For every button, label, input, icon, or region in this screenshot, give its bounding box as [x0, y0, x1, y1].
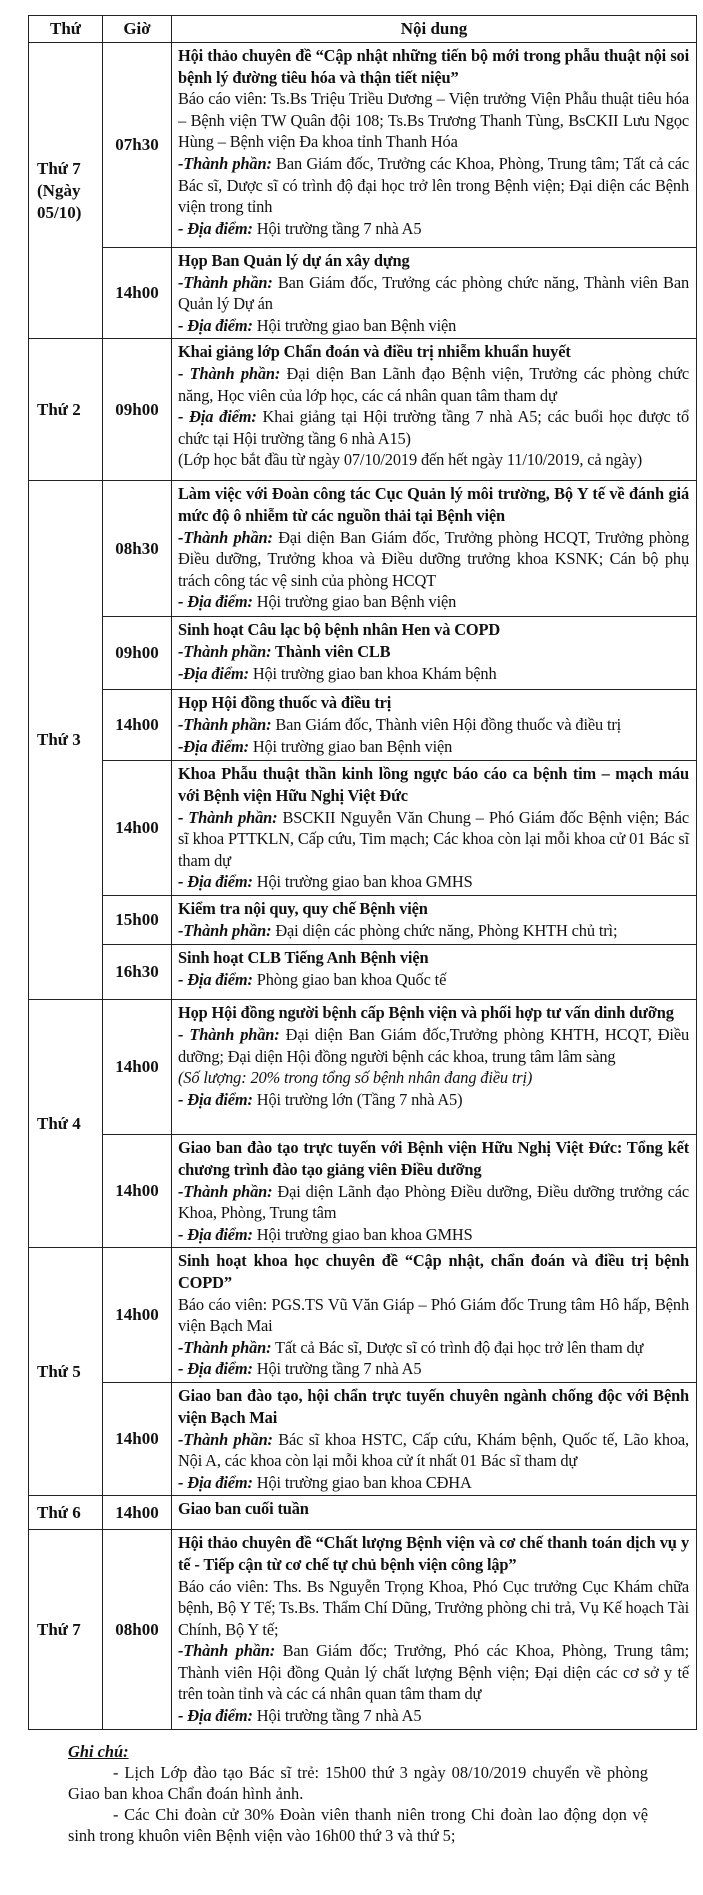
detail-text: Bác sĩ khoa HSTC, Cấp cứu, Khám bệnh, Quốc tế, Lão khoa, Nội A, các khoa còn lại mỗi khoa cử ít nhất 01 Bác sĩ tham dự — [178, 1429, 690, 1471]
detail-text: Hội trường giao ban Bệnh viện — [252, 592, 457, 612]
event-title: Hội thảo chuyên đề “Cập nhật những tiến bộ mới trong phẫu thuật nội soi bệnh lý đường tiêu hóa và thận tiết niệu” — [178, 46, 689, 87]
table-header-row — [29, 16, 697, 43]
content-cell — [172, 1530, 697, 1730]
event-detail-line — [178, 641, 689, 663]
event-title: Khai giảng lớp Chẩn đoán và điều trị nhiễm khuẩn huyết — [178, 342, 571, 362]
day-cell: Thứ 7 — [29, 1530, 103, 1730]
day-cell: Thứ 6 — [29, 1496, 103, 1530]
event-title: Hội thảo chuyên đề “Chất lượng Bệnh viện và cơ chế thanh toán dịch vụ y tế - Tiếp cận từ cơ chế tự chủ bệnh viện công lập” — [178, 1533, 689, 1574]
detail-label: -Thành phần: — [178, 1181, 273, 1201]
event-detail-line — [178, 1429, 689, 1472]
detail-text: Đại diện Lãnh đạo Phòng Điều dưỡng, Điều dưỡng trưởng các Khoa, Phòng, Trung tâm — [178, 1181, 690, 1223]
day-cell: Thứ 3 — [29, 481, 103, 1000]
detail-label: -Thành phần: — [178, 641, 272, 661]
time-cell: 14h00 — [103, 690, 172, 761]
content-cell — [172, 945, 697, 1000]
event-title: Kiểm tra nội quy, quy chế Bệnh viện — [178, 899, 428, 919]
content-cell — [172, 896, 697, 945]
time-cell: 07h30 — [103, 43, 172, 248]
event-detail-line — [178, 1472, 689, 1494]
detail-text: Hội trường giao ban khoa GMHS — [252, 1224, 473, 1244]
table-row — [29, 43, 697, 248]
detail-text: Ban Giám đốc, Trưởng các phòng chức năng, Thành viên Ban Quản lý Dự án — [178, 272, 689, 314]
detail-label: -Thành phần: — [178, 714, 272, 734]
event-detail-line — [178, 1181, 689, 1224]
detail-label: -Thành phần: — [178, 272, 273, 292]
event-detail-line — [178, 1640, 689, 1705]
content-cell — [172, 1383, 697, 1496]
table-row — [29, 896, 697, 945]
time-cell: 14h00 — [103, 248, 172, 339]
detail-label: - Địa điểm: — [178, 1224, 253, 1244]
event-title: Sinh hoạt khoa học chuyên đề “Cập nhật, chẩn đoán và điều trị bệnh COPD” — [178, 1251, 689, 1292]
event-detail-line — [178, 1224, 689, 1246]
event-detail-line — [178, 1294, 689, 1337]
event-detail-line — [178, 871, 689, 893]
content-cell — [172, 1000, 697, 1135]
detail-text: Hội trường tầng 7 nhà A5 — [252, 1706, 422, 1726]
table-row — [29, 945, 697, 1000]
detail-label: - Địa điểm: — [178, 592, 253, 612]
time-cell: 08h30 — [103, 481, 172, 617]
detail-text: Báo cáo viên: PGS.TS Vũ Văn Giáp – Phó Giám đốc Trung tâm Hô hấp, Bệnh viện Bạch Mai — [178, 1294, 689, 1336]
time-cell: 16h30 — [103, 945, 172, 1000]
day-cell: Thứ 7 (Ngày 05/10) — [29, 43, 103, 339]
event-detail-line — [178, 1705, 689, 1727]
event-title: Sinh hoạt CLB Tiếng Anh Bệnh viện — [178, 948, 429, 968]
event-title: Khoa Phẫu thuật thần kinh lồng ngực báo cáo ca bệnh tim – mạch máu với Bệnh viện Hữu Nghị Việt Đức — [178, 764, 689, 805]
event-detail-line — [178, 663, 689, 685]
detail-text: Báo cáo viên: Ths. Bs Nguyễn Trọng Khoa, Phó Cục trưởng Cục Khám chữa bệnh, Bộ Y Tế; Ts.Bs. Thẩm Chí Dũng, Trưởng phòng chi trả, Vụ Kế hoạch Tài Chính, Bộ Y tế; — [178, 1576, 689, 1639]
time-cell: 14h00 — [103, 1135, 172, 1248]
content-cell — [172, 481, 697, 617]
event-detail-line — [178, 1067, 689, 1089]
table-row — [29, 617, 697, 690]
detail-text: Hội trường giao ban khoa GMHS — [252, 872, 473, 892]
time-cell: 14h00 — [103, 1496, 172, 1530]
event-detail-line — [178, 363, 689, 406]
detail-text: Thành viên CLB — [271, 641, 391, 661]
event-detail-line — [178, 736, 689, 758]
detail-label: -Thành phần: — [178, 527, 273, 547]
detail-text: Hội trường giao ban khoa CĐHA — [252, 1472, 472, 1492]
content-cell — [172, 761, 697, 896]
detail-label: -Thành phần: — [178, 1337, 272, 1357]
event-detail-line — [178, 1089, 689, 1111]
detail-text: Đại diện Ban Giám đốc,Trưởng phòng KHTH, HCQT, Điều dưỡng; Đại diện Hội đồng người bệnh các khoa, trung tâm lâm sàng — [178, 1024, 689, 1066]
content-cell — [172, 617, 697, 690]
detail-text: BSCKII Nguyễn Văn Chung – Phó Giám đốc Bệnh viện; Bác sĩ khoa PTTKLN, Cấp cứu, Tim mạch; Các khoa còn lại mỗi khoa cử 01 Bác sĩ tham dự — [178, 807, 689, 870]
event-detail-line — [178, 153, 689, 218]
time-cell: 09h00 — [103, 339, 172, 481]
event-title: Giao ban cuối tuần — [178, 1499, 309, 1519]
detail-label: - Địa điểm: — [178, 969, 253, 989]
content-cell — [172, 690, 697, 761]
detail-label: - Địa điểm: — [178, 872, 253, 892]
detail-text: Tất cả Bác sĩ, Dược sĩ có trình độ đại học trở lên tham dự — [271, 1337, 644, 1357]
table-row — [29, 761, 697, 896]
event-title: Họp Hội đồng thuốc và điều trị — [178, 693, 392, 713]
detail-label: - Địa điểm: — [178, 315, 253, 335]
event-detail-line — [178, 527, 689, 592]
table-row — [29, 339, 697, 481]
event-detail-line — [178, 88, 689, 153]
table-row — [29, 1496, 697, 1530]
event-detail-line — [178, 920, 689, 942]
table-row — [29, 1000, 697, 1135]
detail-text: Hội trường giao ban khoa Khám bệnh — [248, 663, 497, 683]
detail-label: - Địa điểm: — [178, 1472, 253, 1492]
time-cell: 14h00 — [103, 1000, 172, 1135]
content-cell — [172, 1248, 697, 1383]
event-title: Họp Hội đồng người bệnh cấp Bệnh viện và phối hợp tư vấn dinh dưỡng — [178, 1003, 674, 1023]
detail-label: - Thành phần: — [178, 1024, 280, 1044]
event-detail-line — [178, 714, 689, 736]
detail-text: Hội trường giao ban Bệnh viện — [248, 736, 453, 756]
table-row — [29, 1383, 697, 1496]
event-detail-line — [178, 1576, 689, 1641]
detail-label: - Địa điểm: — [178, 1706, 253, 1726]
day-cell: Thứ 5 — [29, 1248, 103, 1496]
table-row — [29, 1248, 697, 1383]
table-row — [29, 248, 697, 339]
event-detail-line — [178, 591, 689, 613]
note-item: - Lịch Lớp đào tạo Bác sĩ trẻ: 15h00 thứ 3 ngày 08/10/2019 chuyển về phòng Giao ban khoa Chẩn đoán hình ảnh. — [68, 1763, 648, 1803]
content-cell — [172, 248, 697, 339]
notes-heading: Ghi chú: — [68, 1742, 129, 1761]
table-row — [29, 1530, 697, 1730]
event-detail-line — [178, 272, 689, 315]
event-title: Giao ban đào tạo, hội chẩn trực tuyến chuyên ngành chống độc với Bệnh viện Bạch Mai — [178, 1386, 689, 1427]
event-detail-line — [178, 969, 689, 991]
detail-text: Hội trường tầng 7 nhà A5 — [252, 1359, 422, 1379]
detail-label: - Địa điểm: — [178, 1089, 253, 1109]
content-cell — [172, 1135, 697, 1248]
event-detail-line — [178, 449, 689, 471]
detail-label: -Thành phần: — [178, 1641, 276, 1661]
detail-label: -Địa điểm: — [178, 663, 249, 683]
detail-label: - Địa điểm: — [178, 1359, 253, 1379]
day-cell: Thứ 4 — [29, 1000, 103, 1248]
day-cell: Thứ 2 — [29, 339, 103, 481]
detail-text: (Số lượng: 20% trong tổng số bệnh nhân đang điều trị) — [178, 1068, 533, 1088]
detail-label: -Thành phần: — [178, 153, 272, 173]
table-row — [29, 1135, 697, 1248]
event-detail-line — [178, 218, 689, 240]
header-time: Giờ — [103, 16, 172, 43]
time-cell: 14h00 — [103, 1248, 172, 1383]
event-detail-line — [178, 315, 689, 337]
time-cell: 09h00 — [103, 617, 172, 690]
detail-text: Hội trường lớn (Tầng 7 nhà A5) — [252, 1089, 463, 1109]
header-day: Thứ — [29, 16, 103, 43]
detail-text: Khai giảng tại Hội trường tầng 7 nhà A5; các buổi học được tổ chức tại Hội trường tầng 6 nhà A15) — [178, 407, 689, 448]
table-row — [29, 481, 697, 617]
event-detail-line — [178, 406, 689, 449]
detail-text: Báo cáo viên: Ts.Bs Triệu Triều Dương – Viện trưởng Viện Phẫu thuật tiêu hóa – Bệnh viện TW Quân đội 108; Ts.Bs Trương Thanh Tùng, BsCKII Lưu Ngọc Hùng – Bệnh viện Đa khoa tỉnh Thanh Hóa — [178, 89, 689, 152]
detail-label: - Địa điểm: — [178, 218, 253, 238]
detail-label: -Thành phần: — [178, 1429, 273, 1449]
note-item: - Các Chi đoàn cử 30% Đoàn viên thanh niên trong Chi đoàn lao động dọn vệ sinh trong khuôn viên Bệnh viện vào 16h00 thứ 3 và thứ 5; — [68, 1805, 648, 1845]
event-title: Họp Ban Quản lý dự án xây dựng — [178, 251, 410, 270]
detail-text: Ban Giám đốc, Trưởng các Khoa, Phòng, Trung tâm; Tất cả các Bác sĩ, Dược sĩ có trình độ đại học trở lên trong Bệnh viện; Đại diện các Bệnh viện trong tỉnh — [178, 153, 689, 217]
content-cell — [172, 339, 697, 481]
event-detail-line — [178, 807, 689, 872]
detail-text: Đại diện các phòng chức năng, Phòng KHTH chủ trì; — [271, 920, 618, 940]
schedule-table — [28, 15, 697, 1730]
notes-section — [68, 1741, 648, 1846]
detail-label: - Thành phần: — [178, 363, 281, 383]
detail-label: -Địa điểm: — [178, 736, 249, 756]
detail-text: Đại diện Ban Giám đốc, Trưởng phòng HCQT, Trưởng phòng Điều dưỡng, Trưởng khoa và Điều dưỡng trưởng khoa KSNK; Cán bộ phụ trách công tác vệ sinh của phòng HCQT — [178, 527, 689, 590]
detail-text: Ban Giám đốc; Trưởng, Phó các Khoa, Phòng, Trung tâm; Thành viên Hội đồng Quản lý chất lượng Bệnh viện; Đại diện các cơ sở y tế trên toàn tỉnh và các cá nhân quan tâm tham dự — [178, 1641, 690, 1704]
detail-text: Đại diện Ban Lãnh đạo Bệnh viện, Trưởng các phòng chức năng, Học viên của lớp học, các cá nhân quan tâm tham dự — [178, 363, 689, 405]
time-cell: 14h00 — [103, 761, 172, 896]
event-title: Sinh hoạt Câu lạc bộ bệnh nhân Hen và COPD — [178, 620, 501, 640]
detail-text: Ban Giám đốc, Thành viên Hội đồng thuốc và điều trị — [271, 714, 622, 734]
event-detail-line — [178, 1337, 689, 1359]
event-title: Làm việc với Đoàn công tác Cục Quản lý môi trường, Bộ Y tế về đánh giá mức độ ô nhiễm từ các nguồn thải tại Bệnh viện — [178, 484, 689, 525]
detail-text: Phòng giao ban khoa Quốc tế — [252, 969, 447, 989]
detail-text: Hội trường giao ban Bệnh viện — [252, 315, 457, 335]
header-content: Nội dung — [172, 16, 697, 43]
content-cell — [172, 43, 697, 248]
time-cell: 14h00 — [103, 1383, 172, 1496]
event-detail-line — [178, 1358, 689, 1380]
time-cell: 15h00 — [103, 896, 172, 945]
table-row — [29, 690, 697, 761]
event-detail-line — [178, 1024, 689, 1067]
detail-label: -Thành phần: — [178, 920, 272, 940]
event-title: Giao ban đào tạo trực tuyến với Bệnh viện Hữu Nghị Việt Đức: Tổng kết chương trình đào tạo giảng viên Điều dưỡng — [178, 1138, 689, 1179]
time-cell: 08h00 — [103, 1530, 172, 1730]
detail-label: - Thành phần: — [178, 807, 278, 827]
detail-text: Hội trường tầng 7 nhà A5 — [252, 218, 422, 238]
detail-label: - Địa điểm: — [178, 407, 257, 427]
detail-text: (Lớp học bắt đầu từ ngày 07/10/2019 đến hết ngày 11/10/2019, cả ngày) — [178, 450, 643, 470]
content-cell — [172, 1496, 697, 1530]
